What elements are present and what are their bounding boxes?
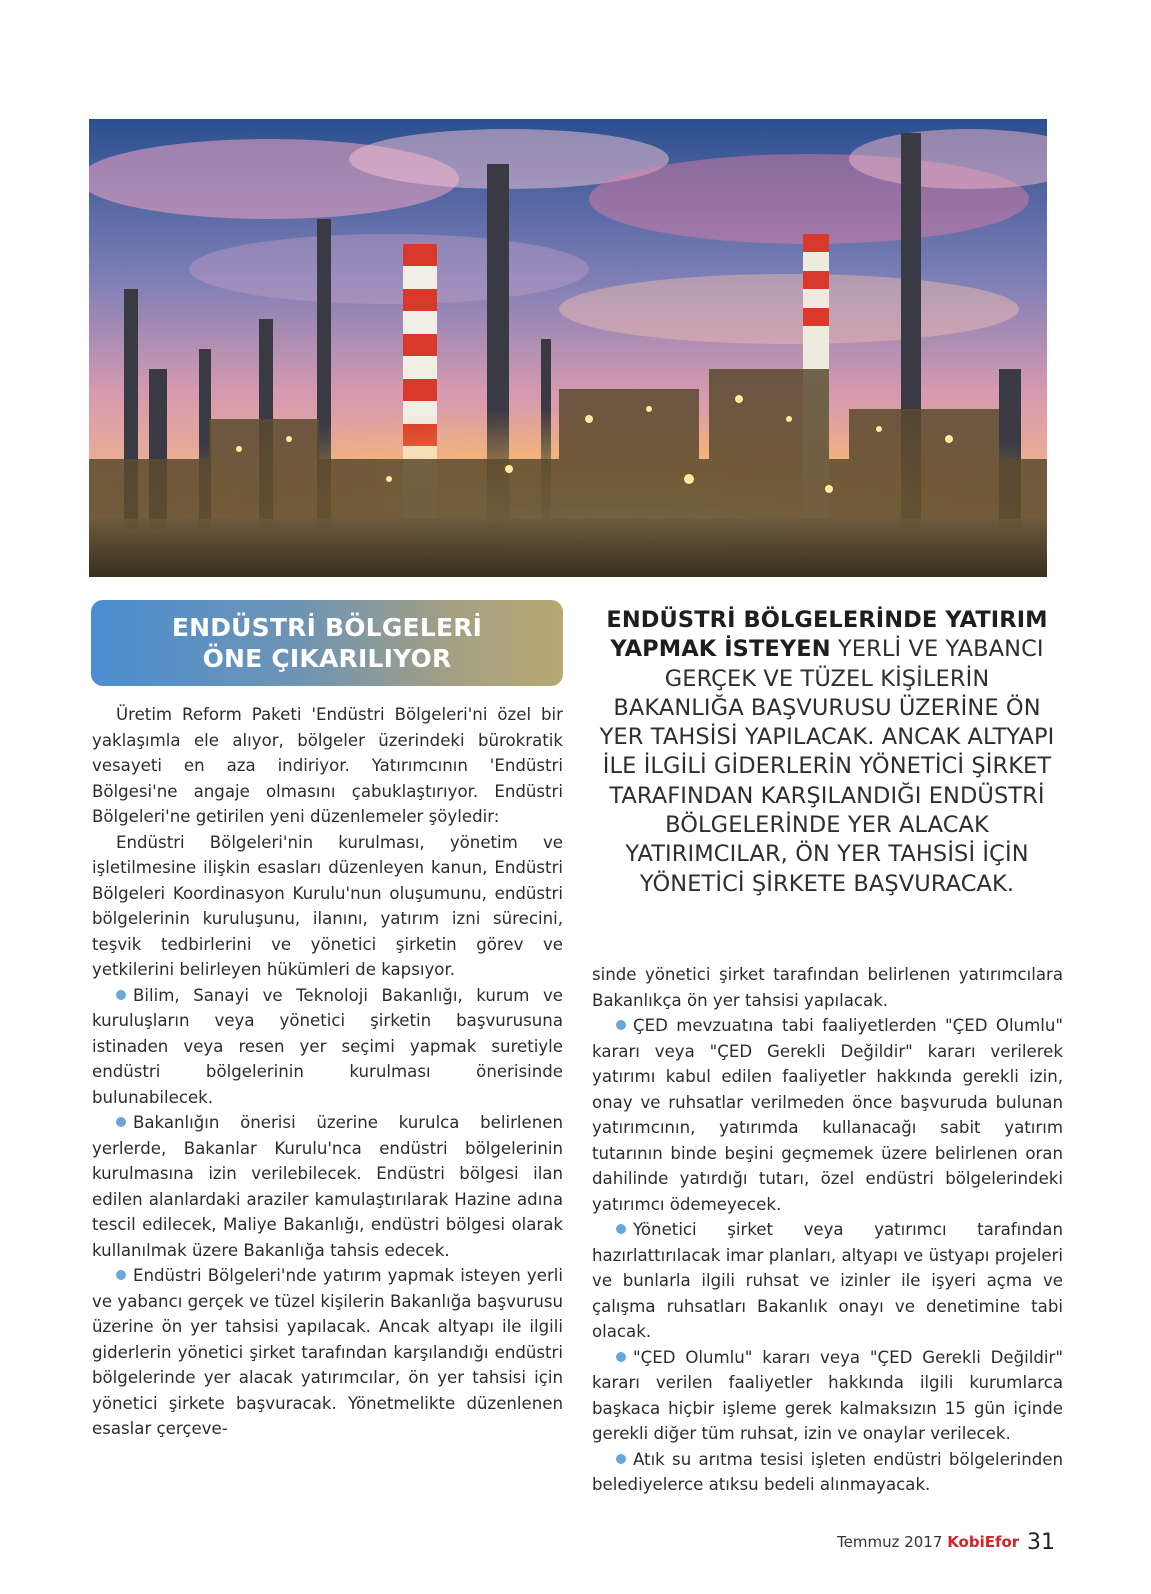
bullet-paragraph	[592, 1345, 1063, 1447]
left-text-column	[92, 702, 563, 1442]
bullet-text: "ÇED Olumlu" kararı veya "ÇED Gerekli Değildir" kararı verilen faaliyetler hakkında ilgili kurumlarca başkaca hiçbir işleme gerek kalmaksızın 15 gün içinde gerekli diğer tüm ruhsat, izin ve onaylar verilecek.	[592, 1347, 1063, 1443]
bullet-paragraph	[92, 1263, 563, 1442]
refinery-illustration	[89, 119, 1047, 577]
pull-quote-bold: ENDÜSTRİ BÖLGELERİNDE YATIRIM YAPMAK İSTEYEN	[606, 607, 1048, 663]
pull-quote-text: YERLİ VE YABANCI GERÇEK VE TÜZEL KİŞİLERİN BAKANLIĞA BAŞVURUSU ÜZERİNE ÖN YER TAHSİSİ YAPILACAK. ANCAK ALTYAPI İLE İLGİLİ GİDERLERİN YÖNETİCİ ŞİRKET TARAFINDAN KARŞILANDIĞI ENDÜSTRİ BÖLGELERİNDE YER ALACAK YATIRIMCILAR, ÖN YER TAHSİSİ İÇİN YÖNETİCİ ŞİRKETE BAŞVURACAK.	[599, 636, 1055, 897]
bullet-dot-icon	[116, 990, 126, 1000]
bullet-dot-icon	[116, 1117, 126, 1127]
magazine-brand: KobiEfor	[947, 1533, 1020, 1551]
headline-line-2: ÖNE ÇIKARILIYOR	[202, 644, 452, 673]
bullet-paragraph	[92, 983, 563, 1111]
right-text-column	[592, 962, 1063, 1498]
paragraph: sinde yönetici şirket tarafından belirlenen yatırımcılara Bakanlıkça ön yer tahsisi yapılacak.	[592, 965, 1063, 1010]
paragraph: Endüstri Bölgeleri'nin kurulması, yönetim ve işletilmesine ilişkin esasları düzenleyen kanun, Endüstri Bölgeleri Koordinasyon Kurulu'nun oluşumunu, endüstri bölgelerinin kuruluşunu, ilanını, yatırım izni sürecini, teşvik tedbirlerini ve yönetici şirketin görev ve yetkilerini belirleyen hükümleri de kapsıyor.	[92, 832, 563, 979]
bullet-text: Bakanlığın önerisi üzerine kurulca belirlenen yerlerde, Bakanlar Kurulu'nca endüstri bölgelerinin kurulmasına izin verilebilecek. Endüstri bölgesi ilan edilen alanlardaki araziler kamulaştırılarak Hazine adına tescil edilecek, Maliye Bakanlığı, endüstri bölgesi olarak kullanılmak üzere Bakanlığa tahsis edecek.	[92, 1113, 563, 1260]
paragraph: Üretim Reform Paketi 'Endüstri Bölgeleri'ni özel bir yaklaşımla ele alıyor, bölgeler üzerindeki bürokratik vesayeti en aza indiriyor. Yatırımcının 'Endüstri Bölgesi'ne angaje olmasını çabuklaştırıyor. Endüstri Bölgeleri'ne getirilen yeni düzenlemeler şöyledir:	[92, 705, 563, 826]
bullet-dot-icon	[616, 1224, 626, 1234]
bullet-text: Endüstri Bölgeleri'nde yatırım yapmak isteyen yerli ve yabancı gerçek ve tüzel kişilerin Bakanlığa başvurusu üzerine ön yer tahsisi yapılacak. Ancak altyapı ile ilgili giderlerin yönetici şirket tarafından karşılandığı endüstri bölgelerinde yer alacak yatırımcılar, ön yer tahsisi için yönetici şirkete başvuracak. Yönetmelikte düzenlenen esaslar çerçeve-	[92, 1266, 563, 1438]
bullet-dot-icon	[616, 1020, 626, 1030]
bullet-dot-icon	[616, 1454, 626, 1464]
hero-image-refinery	[89, 119, 1047, 577]
pull-quote	[596, 606, 1058, 899]
bullet-paragraph	[592, 1447, 1063, 1498]
bullet-paragraph	[592, 1013, 1063, 1217]
bullet-text: Yönetici şirket veya yatırımcı tarafından hazırlattırılacak imar planları, altyapı ve üstyapı projeleri ve bunlarla ilgili ruhsat ve izinler ile işyeri açma ve çalışma ruhsatları Bakanlık onayı ve denetimine tabi olacak.	[592, 1220, 1063, 1341]
bullet-text: ÇED mevzuatına tabi faaliyetlerden "ÇED Olumlu" kararı veya "ÇED Gerekli Değildir" kararı verilerek yatırımı kabul edilen faaliyetler hakkında gerekli izin, onay ve ruhsatlar verilmeden önce başvuruda bulunan yatırımcının, yatırımda kullanacağı sabit yatırım tutarının binde beşini geçmemek üzere belirlenen oran dahilinde yatırdığı tutarı, özel endüstri bölgelerindeki yatırımcı ödemeyecek.	[592, 1016, 1063, 1214]
page-number: 31	[1027, 1530, 1055, 1555]
bullet-paragraph	[92, 1110, 563, 1263]
section-headline	[91, 600, 563, 686]
page-footer	[837, 1530, 1055, 1555]
bullet-dot-icon	[116, 1270, 126, 1280]
headline-line-1: ENDÜSTRİ BÖLGELERİ	[171, 613, 483, 642]
bullet-text: Bilim, Sanayi ve Teknoloji Bakanlığı, kurum ve kuruluşların veya yönetici şirketin başvurusuna istinaden veya resen yer seçimi yapmak suretiyle endüstri bölgelerinin kurulması önerisinde bulunabilecek.	[92, 985, 563, 1107]
bullet-dot-icon	[616, 1352, 626, 1362]
bullet-text: Atık su arıtma tesisi işleten endüstri bölgelerinden belediyelerce atıksu bedeli alınmayacak.	[592, 1449, 1063, 1494]
bullet-paragraph	[592, 1217, 1063, 1345]
issue-date: Temmuz 2017	[837, 1533, 943, 1551]
